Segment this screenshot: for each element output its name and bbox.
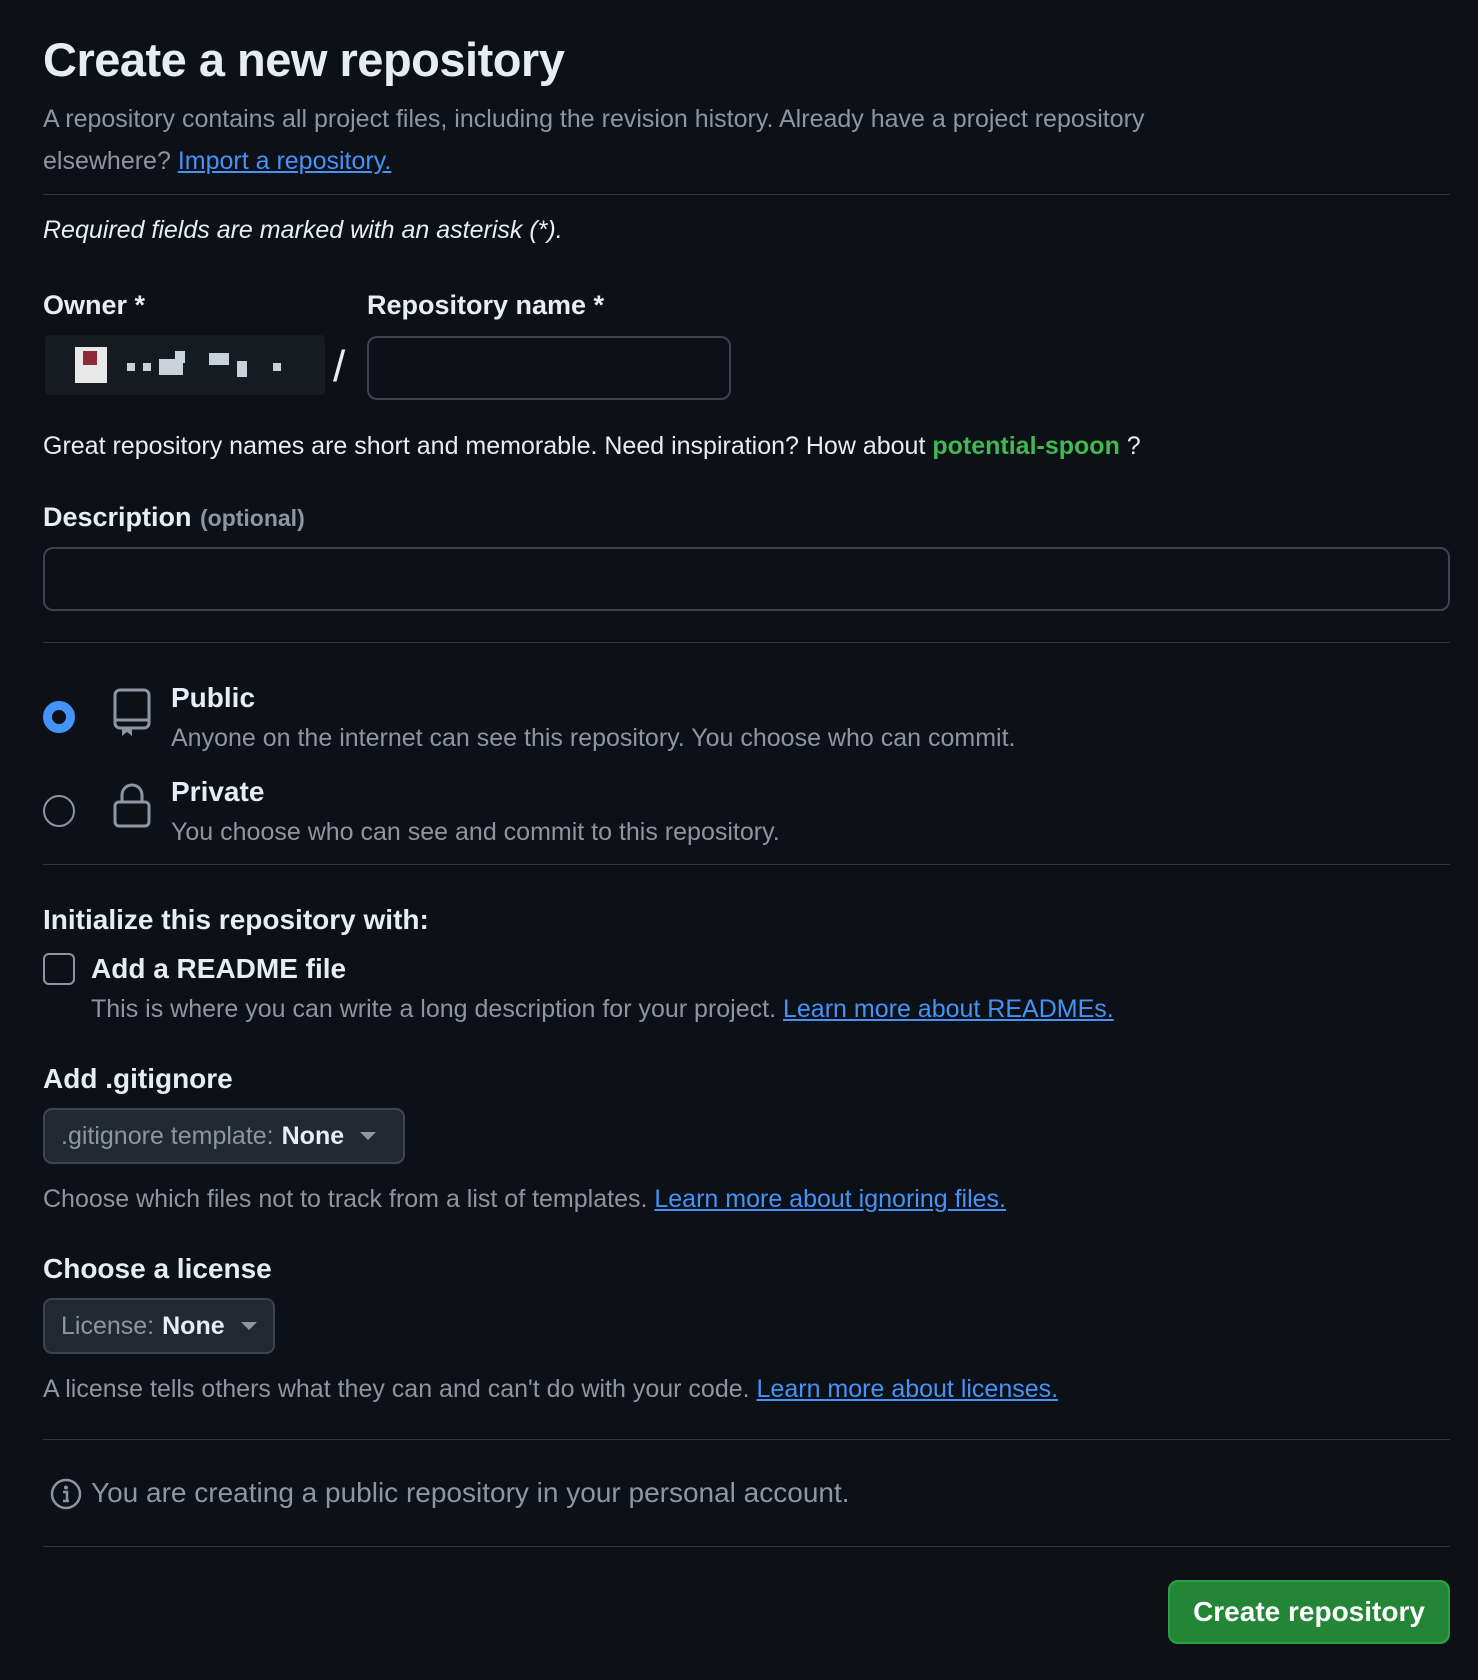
owner-slash: / [333,342,346,391]
suggestion-text [43,432,1141,461]
readme-label[interactable]: Add a README file [91,953,347,984]
intro-line-1: A repository contains all project files, including the revision history. Already have a project repository [43,105,1145,133]
owner-label: Owner * [43,290,146,320]
readme-description: This is where you can write a long description for your project. [91,995,777,1023]
optional-tag: (optional) [199,505,305,531]
initialize-heading: Initialize this repository with: [43,904,429,935]
chevron-down-icon [241,1322,257,1330]
redacted-block [175,351,185,363]
divider [43,864,1450,865]
description-label [43,502,305,533]
divider [43,1546,1450,1547]
gitignore-heading: Add .gitignore [43,1063,233,1094]
readme-help [91,995,1114,1024]
license-help [43,1375,1058,1404]
license-select-prefix: License: [61,1311,155,1340]
repo-icon [112,688,152,738]
redacted-block [209,353,229,365]
owner-select[interactable] [45,335,325,395]
description-label-text: Description [43,502,192,532]
license-heading: Choose a license [43,1253,272,1284]
repo-name-input[interactable] [367,336,731,400]
divider [43,194,1450,195]
divider [43,642,1450,643]
license-learn-more-link[interactable]: Learn more about licenses. [756,1375,1059,1403]
chevron-down-icon [360,1132,376,1140]
divider [43,1439,1450,1440]
import-repository-link[interactable]: Import a repository. [177,147,392,175]
suggestion-suffix: ? [1126,432,1141,460]
lock-icon [112,782,152,828]
avatar-detail [83,351,97,365]
public-description: Anyone on the internet can see this repository. You choose who can commit. [171,724,1016,752]
page-title: Create a new repository [43,33,565,86]
create-repository-button[interactable]: Create repository [1168,1580,1450,1644]
redacted-block [143,363,151,371]
redacted-block [237,361,247,377]
public-radio[interactable] [43,701,75,733]
private-title: Private [171,776,265,807]
license-select-value: None [162,1311,225,1340]
gitignore-help [43,1185,1006,1214]
redacted-block [273,363,281,371]
gitignore-description: Choose which files not to track from a list of templates. [43,1185,648,1213]
public-account-note: You are creating a public repository in your personal account. [91,1477,850,1508]
license-select[interactable] [43,1298,275,1354]
info-icon [50,1478,82,1510]
gitignore-select-value: None [281,1121,345,1150]
suggestion-prefix: Great repository names are short and memorable. Need inspiration? How about [43,432,926,460]
suggested-name[interactable]: potential-spoon [932,432,1120,460]
license-description: A license tells others what they can and can't do with your code. [43,1375,750,1403]
intro-text [43,98,1450,182]
gitignore-template-select[interactable] [43,1108,405,1164]
readme-checkbox[interactable] [43,953,75,985]
required-note: Required fields are marked with an asterisk (*). [43,216,563,244]
private-radio[interactable] [43,795,75,827]
intro-line-2: elsewhere? [43,147,171,175]
description-input[interactable] [43,547,1450,611]
redacted-block [127,363,135,371]
gitignore-select-prefix: .gitignore template: [61,1121,274,1150]
private-description: You choose who can see and commit to this repository. [171,818,780,846]
gitignore-learn-more-link[interactable]: Learn more about ignoring files. [654,1185,1006,1213]
repo-name-label: Repository name * [367,290,605,320]
readme-learn-more-link[interactable]: Learn more about READMEs. [783,995,1114,1023]
public-title: Public [171,682,256,713]
